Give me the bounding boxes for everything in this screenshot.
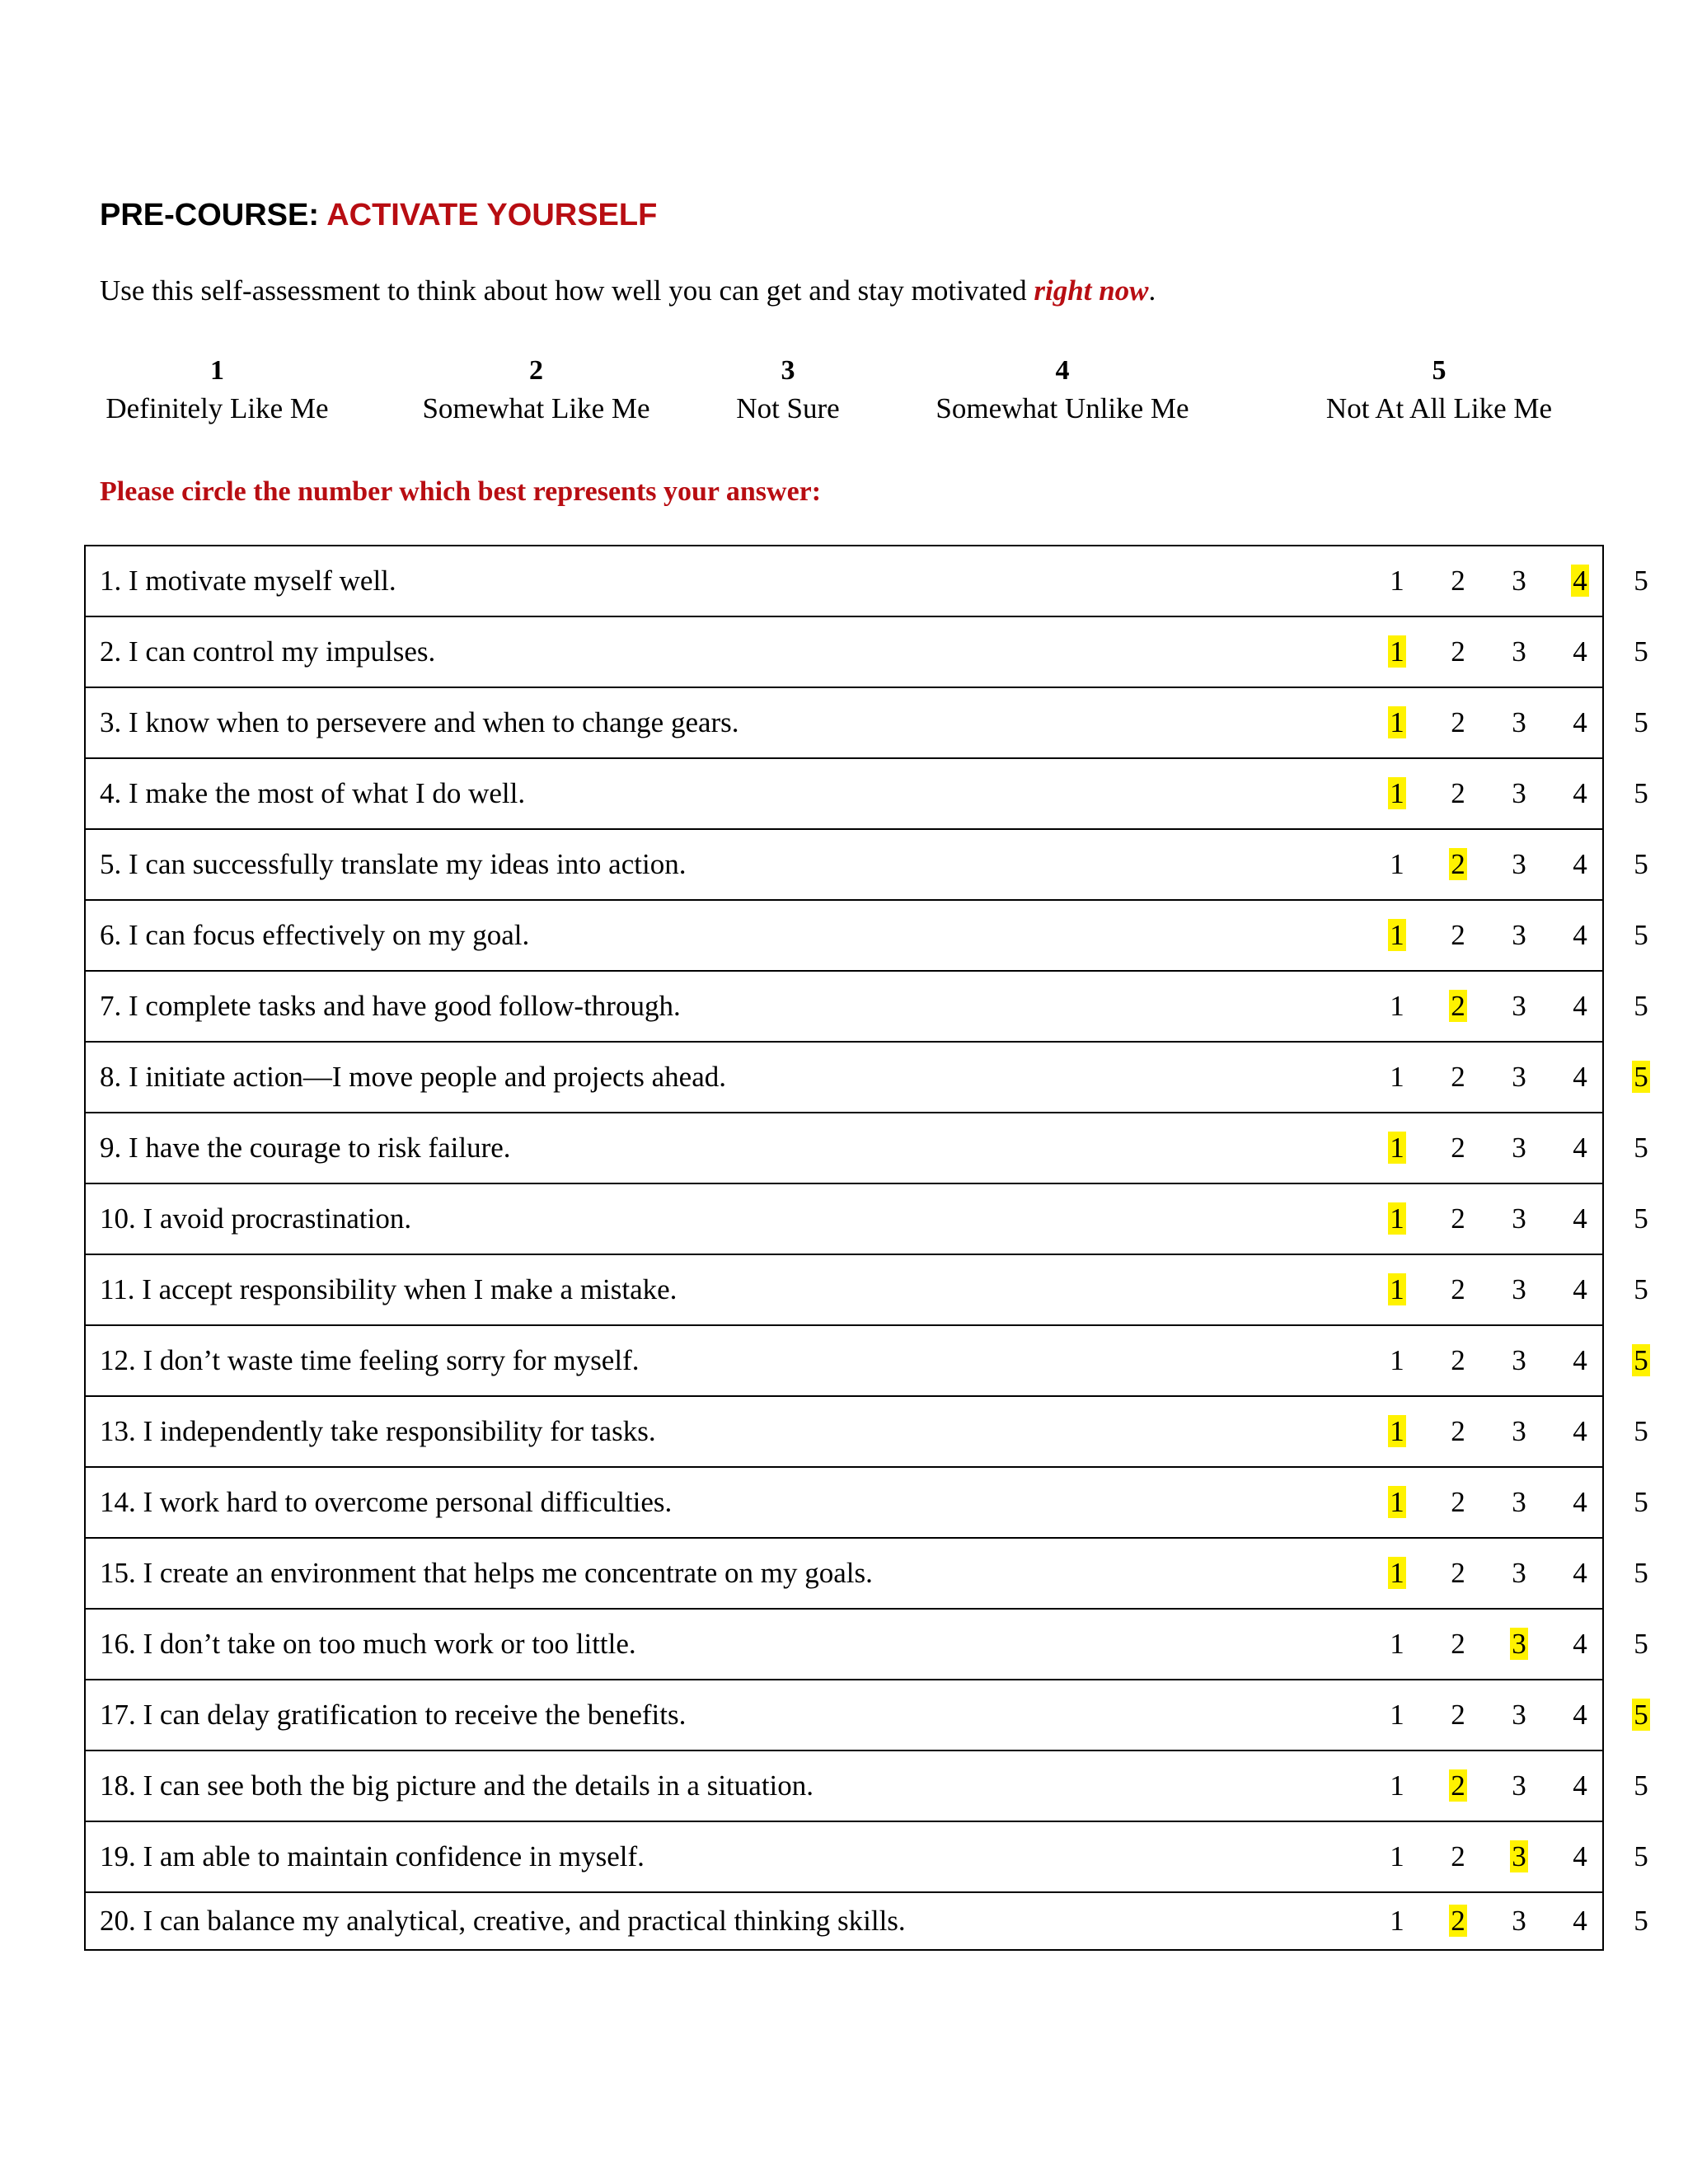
rating-number: 5 bbox=[1634, 1699, 1648, 1731]
statement-text: 11. I accept responsibility when I make a mistake. bbox=[100, 1273, 678, 1305]
rating-option[interactable] bbox=[1367, 1628, 1428, 1661]
rating-option[interactable] bbox=[1489, 635, 1550, 668]
rating-option[interactable] bbox=[1489, 1132, 1550, 1165]
rating-number: 1 bbox=[1390, 1699, 1404, 1731]
rating-option[interactable] bbox=[1611, 1486, 1672, 1519]
rating-number: 1 bbox=[1390, 1840, 1404, 1872]
rating-number: 2 bbox=[1451, 1769, 1465, 1802]
rating-option[interactable] bbox=[1428, 777, 1489, 810]
rating-option[interactable] bbox=[1428, 635, 1489, 668]
survey-row bbox=[86, 1043, 1648, 1113]
rating-option[interactable] bbox=[1550, 1840, 1611, 1873]
rating-number: 2 bbox=[1451, 1905, 1465, 1937]
statement-text: 15. I create an environment that helps me concentrate on my goals. bbox=[100, 1557, 873, 1589]
rating-option[interactable] bbox=[1550, 1699, 1611, 1732]
rating-option[interactable] bbox=[1550, 848, 1611, 881]
rating-number: 3 bbox=[1512, 1557, 1526, 1589]
statement-text: 7. I complete tasks and have good follow-through. bbox=[100, 990, 681, 1022]
rating-number: 5 bbox=[1634, 635, 1648, 668]
rating-option[interactable] bbox=[1550, 1557, 1611, 1590]
rating-number: 1 bbox=[1390, 1061, 1404, 1093]
statement-text: 5. I can successfully translate my ideas into action. bbox=[100, 848, 687, 880]
rating-number: 2 bbox=[1451, 1628, 1465, 1660]
instruction-text: Please circle the number which best represents your answer: bbox=[100, 476, 822, 507]
rating-number: 3 bbox=[1512, 1628, 1526, 1660]
rating-option[interactable] bbox=[1489, 1273, 1550, 1306]
rating-number: 4 bbox=[1573, 1344, 1587, 1376]
rating-option[interactable] bbox=[1428, 1202, 1489, 1235]
rating-number: 2 bbox=[1451, 1344, 1465, 1376]
scale-item-4 bbox=[926, 354, 1199, 430]
rating-option-selected[interactable] bbox=[1611, 1699, 1672, 1732]
statement-text: 17. I can delay gratification to receive the benefits. bbox=[100, 1699, 687, 1731]
rating-number: 2 bbox=[1451, 565, 1465, 597]
rating-number: 3 bbox=[1512, 990, 1526, 1022]
rating-number: 2 bbox=[1451, 1061, 1465, 1093]
rating-options bbox=[1367, 1610, 1672, 1679]
rating-option-selected[interactable] bbox=[1428, 990, 1489, 1023]
rating-option[interactable] bbox=[1611, 1415, 1672, 1448]
rating-option-selected[interactable] bbox=[1367, 706, 1428, 739]
rating-number: 1 bbox=[1390, 565, 1404, 597]
scale-label: Definitely Like Me bbox=[106, 392, 329, 424]
rating-number: 1 bbox=[1390, 919, 1404, 951]
rating-number: 1 bbox=[1390, 848, 1404, 880]
rating-option[interactable] bbox=[1489, 706, 1550, 739]
rating-number: 1 bbox=[1390, 1628, 1404, 1660]
rating-option[interactable] bbox=[1428, 1061, 1489, 1094]
statement-text: 2. I can control my impulses. bbox=[100, 635, 436, 668]
rating-number: 2 bbox=[1451, 1202, 1465, 1235]
rating-number: 1 bbox=[1390, 1132, 1404, 1164]
rating-options bbox=[1367, 1255, 1672, 1324]
statement-text: 14. I work hard to overcome personal difficulties. bbox=[100, 1486, 673, 1518]
rating-number: 1 bbox=[1390, 706, 1404, 738]
scale-label: Not At All Like Me bbox=[1325, 392, 1553, 424]
rating-option[interactable] bbox=[1550, 635, 1611, 668]
rating-option[interactable] bbox=[1550, 1628, 1611, 1661]
rating-option[interactable] bbox=[1489, 565, 1550, 598]
rating-option[interactable] bbox=[1489, 1769, 1550, 1802]
rating-number: 1 bbox=[1390, 777, 1404, 809]
rating-number: 1 bbox=[1390, 1557, 1404, 1589]
rating-number: 5 bbox=[1634, 565, 1648, 597]
rating-number: 5 bbox=[1634, 1273, 1648, 1305]
rating-number: 3 bbox=[1512, 706, 1526, 738]
rating-option[interactable] bbox=[1611, 1132, 1672, 1165]
scale-label: Not Sure bbox=[736, 392, 840, 424]
rating-options bbox=[1367, 1113, 1672, 1183]
survey-row bbox=[86, 759, 1648, 830]
rating-option[interactable] bbox=[1550, 1202, 1611, 1235]
rating-number: 5 bbox=[1634, 1769, 1648, 1802]
rating-number: 4 bbox=[1573, 1840, 1587, 1872]
rating-number: 5 bbox=[1634, 1628, 1648, 1660]
scale-item-2 bbox=[415, 354, 658, 430]
rating-number: 5 bbox=[1634, 848, 1648, 880]
rating-option[interactable] bbox=[1367, 1769, 1428, 1802]
rating-option[interactable] bbox=[1428, 1415, 1489, 1448]
rating-options bbox=[1367, 901, 1672, 970]
title-prefix: PRE-COURSE: bbox=[100, 198, 320, 232]
rating-option[interactable] bbox=[1611, 1273, 1672, 1306]
rating-number: 2 bbox=[1451, 777, 1465, 809]
survey-row bbox=[86, 1255, 1648, 1326]
rating-number: 1 bbox=[1390, 1769, 1404, 1802]
rating-options bbox=[1367, 1468, 1672, 1537]
rating-number: 1 bbox=[1390, 1344, 1404, 1376]
rating-option-selected[interactable] bbox=[1428, 1905, 1489, 1938]
rating-number: 4 bbox=[1573, 565, 1587, 597]
rating-options bbox=[1367, 972, 1672, 1041]
rating-number: 4 bbox=[1573, 1415, 1587, 1447]
rating-number: 2 bbox=[1451, 919, 1465, 951]
rating-number: 1 bbox=[1390, 1273, 1404, 1305]
rating-number: 2 bbox=[1451, 1415, 1465, 1447]
rating-number: 4 bbox=[1573, 635, 1587, 668]
survey-row bbox=[86, 1751, 1648, 1822]
rating-option[interactable] bbox=[1550, 1273, 1611, 1306]
rating-option-selected[interactable] bbox=[1489, 1840, 1550, 1873]
rating-option[interactable] bbox=[1611, 848, 1672, 881]
rating-option[interactable] bbox=[1550, 1486, 1611, 1519]
rating-option[interactable] bbox=[1611, 1840, 1672, 1873]
rating-option[interactable] bbox=[1611, 1905, 1672, 1938]
rating-option[interactable] bbox=[1611, 1628, 1672, 1661]
rating-number: 5 bbox=[1634, 1905, 1648, 1937]
rating-option[interactable] bbox=[1489, 1905, 1550, 1938]
rating-number: 1 bbox=[1390, 1202, 1404, 1235]
rating-number: 4 bbox=[1573, 1557, 1587, 1589]
statement-text: 4. I make the most of what I do well. bbox=[100, 777, 526, 809]
rating-number: 5 bbox=[1634, 919, 1648, 951]
intro-text-after: . bbox=[1148, 274, 1156, 307]
rating-option[interactable] bbox=[1489, 1486, 1550, 1519]
statement-text: 12. I don’t waste time feeling sorry for myself. bbox=[100, 1344, 640, 1376]
rating-number: 4 bbox=[1573, 1486, 1587, 1518]
rating-option-selected[interactable] bbox=[1611, 1061, 1672, 1094]
rating-number: 5 bbox=[1634, 990, 1648, 1022]
rating-option[interactable] bbox=[1428, 1840, 1489, 1873]
rating-number: 3 bbox=[1512, 919, 1526, 951]
rating-option[interactable] bbox=[1367, 1061, 1428, 1094]
survey-row bbox=[86, 1539, 1648, 1610]
statement-text: 6. I can focus effectively on my goal. bbox=[100, 919, 530, 951]
rating-number: 3 bbox=[1512, 635, 1526, 668]
rating-option[interactable] bbox=[1550, 919, 1611, 952]
rating-number: 1 bbox=[1390, 635, 1404, 668]
rating-option-selected[interactable] bbox=[1367, 1557, 1428, 1590]
survey-table bbox=[84, 545, 1648, 1951]
survey-row bbox=[86, 1893, 1648, 1949]
scale-item-3 bbox=[733, 354, 843, 430]
rating-number: 5 bbox=[1634, 1061, 1648, 1093]
rating-options bbox=[1367, 688, 1672, 757]
rating-number: 2 bbox=[1451, 1840, 1465, 1872]
rating-number: 5 bbox=[1634, 1132, 1648, 1164]
statement-text: 10. I avoid procrastination. bbox=[100, 1202, 412, 1235]
rating-option[interactable] bbox=[1489, 848, 1550, 881]
rating-number: 3 bbox=[1512, 1699, 1526, 1731]
rating-options bbox=[1367, 1397, 1672, 1466]
rating-number: 2 bbox=[1451, 990, 1465, 1022]
rating-number: 2 bbox=[1451, 1557, 1465, 1589]
rating-option[interactable] bbox=[1428, 1699, 1489, 1732]
rating-option[interactable] bbox=[1550, 1415, 1611, 1448]
statement-text: 1. I motivate myself well. bbox=[100, 565, 396, 597]
scale-item-1 bbox=[100, 354, 335, 430]
rating-number: 1 bbox=[1390, 990, 1404, 1022]
rating-option[interactable] bbox=[1611, 1202, 1672, 1235]
rating-option[interactable] bbox=[1367, 565, 1428, 598]
rating-number: 2 bbox=[1451, 1273, 1465, 1305]
rating-option[interactable] bbox=[1489, 1415, 1550, 1448]
rating-options bbox=[1367, 1680, 1672, 1750]
title-accent: ACTIVATE YOURSELF bbox=[326, 198, 658, 232]
rating-number: 4 bbox=[1573, 1769, 1587, 1802]
rating-number: 5 bbox=[1634, 1486, 1648, 1518]
rating-number: 4 bbox=[1573, 848, 1587, 880]
rating-option-selected[interactable] bbox=[1550, 565, 1611, 598]
rating-number: 4 bbox=[1573, 1628, 1587, 1660]
rating-options bbox=[1367, 546, 1672, 616]
statement-text: 13. I independently take responsibility for tasks. bbox=[100, 1415, 656, 1447]
scale-number: 1 bbox=[210, 355, 224, 386]
rating-number: 3 bbox=[1512, 1769, 1526, 1802]
rating-option[interactable] bbox=[1489, 1699, 1550, 1732]
rating-number: 4 bbox=[1573, 1905, 1587, 1937]
rating-option[interactable] bbox=[1489, 1557, 1550, 1590]
rating-option[interactable] bbox=[1428, 1557, 1489, 1590]
rating-option[interactable] bbox=[1367, 1840, 1428, 1873]
rating-number: 3 bbox=[1512, 1840, 1526, 1872]
intro-text-before: Use this self-assessment to think about how well you can get and stay motivated bbox=[100, 274, 1034, 307]
rating-option[interactable] bbox=[1367, 1699, 1428, 1732]
rating-option-selected[interactable] bbox=[1367, 635, 1428, 668]
rating-options bbox=[1367, 1184, 1672, 1254]
rating-option[interactable] bbox=[1428, 706, 1489, 739]
rating-option[interactable] bbox=[1428, 1344, 1489, 1377]
rating-option-selected[interactable] bbox=[1367, 1202, 1428, 1235]
rating-option[interactable] bbox=[1611, 706, 1672, 739]
rating-number: 4 bbox=[1573, 919, 1587, 951]
page-title bbox=[100, 198, 657, 233]
rating-option[interactable] bbox=[1489, 919, 1550, 952]
intro-text bbox=[100, 274, 1156, 307]
rating-option[interactable] bbox=[1611, 919, 1672, 952]
scale-number: 3 bbox=[781, 355, 795, 386]
rating-options bbox=[1367, 1893, 1672, 1949]
scale-label: Somewhat Like Me bbox=[422, 392, 650, 424]
rating-number: 3 bbox=[1512, 1415, 1526, 1447]
rating-number: 3 bbox=[1512, 1905, 1526, 1937]
survey-row bbox=[86, 830, 1648, 901]
rating-option[interactable] bbox=[1367, 1905, 1428, 1938]
rating-option[interactable] bbox=[1428, 565, 1489, 598]
rating-option[interactable] bbox=[1489, 777, 1550, 810]
rating-number: 3 bbox=[1512, 1486, 1526, 1518]
rating-option[interactable] bbox=[1428, 1628, 1489, 1661]
rating-option[interactable] bbox=[1611, 990, 1672, 1023]
rating-number: 3 bbox=[1512, 848, 1526, 880]
rating-option[interactable] bbox=[1611, 565, 1672, 598]
rating-number: 2 bbox=[1451, 706, 1465, 738]
rating-number: 4 bbox=[1573, 1202, 1587, 1235]
rating-option-selected[interactable] bbox=[1611, 1344, 1672, 1377]
survey-row bbox=[86, 688, 1648, 759]
rating-number: 4 bbox=[1573, 1273, 1587, 1305]
survey-row bbox=[86, 1468, 1648, 1539]
rating-number: 4 bbox=[1573, 990, 1587, 1022]
rating-option[interactable] bbox=[1428, 919, 1489, 952]
rating-number: 1 bbox=[1390, 1415, 1404, 1447]
scale-item-5 bbox=[1317, 354, 1561, 430]
statement-text: 18. I can see both the big picture and the details in a situation. bbox=[100, 1769, 814, 1802]
rating-option-selected[interactable] bbox=[1489, 1628, 1550, 1661]
intro-emphasis: right now bbox=[1034, 274, 1149, 307]
rating-option[interactable] bbox=[1428, 1132, 1489, 1165]
rating-number: 5 bbox=[1634, 1202, 1648, 1235]
rating-option[interactable] bbox=[1550, 1344, 1611, 1377]
rating-option[interactable] bbox=[1550, 1769, 1611, 1802]
rating-option-selected[interactable] bbox=[1367, 1415, 1428, 1448]
survey-row bbox=[86, 546, 1648, 617]
survey-row bbox=[86, 1822, 1648, 1893]
rating-number: 2 bbox=[1451, 635, 1465, 668]
survey-row bbox=[86, 972, 1648, 1043]
rating-number: 4 bbox=[1573, 706, 1587, 738]
rating-options bbox=[1367, 1043, 1672, 1112]
rating-number: 5 bbox=[1634, 1840, 1648, 1872]
rating-number: 3 bbox=[1512, 1273, 1526, 1305]
scale-number: 4 bbox=[1055, 355, 1070, 386]
rating-option[interactable] bbox=[1428, 1273, 1489, 1306]
survey-row bbox=[86, 1680, 1648, 1751]
rating-options bbox=[1367, 1539, 1672, 1608]
statement-text: 3. I know when to persevere and when to change gears. bbox=[100, 706, 739, 738]
survey-row bbox=[86, 1326, 1648, 1397]
rating-number: 1 bbox=[1390, 1905, 1404, 1937]
rating-option-selected[interactable] bbox=[1367, 919, 1428, 952]
rating-number: 5 bbox=[1634, 1557, 1648, 1589]
rating-number: 3 bbox=[1512, 1202, 1526, 1235]
rating-option-selected[interactable] bbox=[1367, 1273, 1428, 1306]
rating-option-selected[interactable] bbox=[1428, 848, 1489, 881]
rating-option-selected[interactable] bbox=[1367, 1486, 1428, 1519]
rating-option[interactable] bbox=[1611, 1557, 1672, 1590]
rating-option[interactable] bbox=[1489, 1061, 1550, 1094]
rating-number: 5 bbox=[1634, 1415, 1648, 1447]
survey-row bbox=[86, 1397, 1648, 1468]
rating-option-selected[interactable] bbox=[1367, 777, 1428, 810]
rating-option[interactable] bbox=[1428, 1486, 1489, 1519]
statement-text: 8. I initiate action—I move people and projects ahead. bbox=[100, 1061, 727, 1093]
rating-option[interactable] bbox=[1550, 1061, 1611, 1094]
rating-options bbox=[1367, 830, 1672, 899]
survey-row bbox=[86, 1184, 1648, 1255]
survey-row bbox=[86, 617, 1648, 688]
rating-number: 3 bbox=[1512, 565, 1526, 597]
rating-options bbox=[1367, 617, 1672, 687]
rating-option[interactable] bbox=[1550, 990, 1611, 1023]
survey-row bbox=[86, 1610, 1648, 1680]
rating-options bbox=[1367, 1326, 1672, 1395]
rating-options bbox=[1367, 1751, 1672, 1821]
rating-option[interactable] bbox=[1550, 1905, 1611, 1938]
rating-option[interactable] bbox=[1367, 848, 1428, 881]
statement-text: 16. I don’t take on too much work or too little. bbox=[100, 1628, 636, 1660]
rating-number: 5 bbox=[1634, 777, 1648, 809]
rating-number: 2 bbox=[1451, 1699, 1465, 1731]
scale-number: 2 bbox=[529, 355, 543, 386]
rating-number: 1 bbox=[1390, 1486, 1404, 1518]
rating-number: 3 bbox=[1512, 1132, 1526, 1164]
rating-number: 4 bbox=[1573, 1132, 1587, 1164]
rating-number: 3 bbox=[1512, 1061, 1526, 1093]
rating-number: 4 bbox=[1573, 1699, 1587, 1731]
rating-option-selected[interactable] bbox=[1367, 1132, 1428, 1165]
survey-row bbox=[86, 901, 1648, 972]
rating-number: 2 bbox=[1451, 848, 1465, 880]
rating-option[interactable] bbox=[1550, 706, 1611, 739]
rating-option[interactable] bbox=[1611, 777, 1672, 810]
rating-options bbox=[1367, 1822, 1672, 1891]
rating-number: 5 bbox=[1634, 1344, 1648, 1376]
rating-number: 4 bbox=[1573, 1061, 1587, 1093]
rating-option[interactable] bbox=[1489, 990, 1550, 1023]
rating-option[interactable] bbox=[1367, 990, 1428, 1023]
rating-option[interactable] bbox=[1611, 635, 1672, 668]
statement-text: 19. I am able to maintain confidence in myself. bbox=[100, 1840, 645, 1872]
rating-number: 3 bbox=[1512, 777, 1526, 809]
scale-number: 5 bbox=[1432, 355, 1447, 386]
rating-option[interactable] bbox=[1489, 1344, 1550, 1377]
rating-option[interactable] bbox=[1367, 1344, 1428, 1377]
rating-option[interactable] bbox=[1550, 777, 1611, 810]
rating-option-selected[interactable] bbox=[1428, 1769, 1489, 1802]
rating-option[interactable] bbox=[1550, 1132, 1611, 1165]
rating-number: 4 bbox=[1573, 777, 1587, 809]
rating-number: 3 bbox=[1512, 1344, 1526, 1376]
rating-number: 2 bbox=[1451, 1486, 1465, 1518]
rating-option[interactable] bbox=[1611, 1769, 1672, 1802]
statement-text: 9. I have the courage to risk failure. bbox=[100, 1132, 511, 1164]
statement-text: 20. I can balance my analytical, creative, and practical thinking skills. bbox=[100, 1905, 906, 1937]
rating-number: 5 bbox=[1634, 706, 1648, 738]
rating-options bbox=[1367, 759, 1672, 828]
rating-option[interactable] bbox=[1489, 1202, 1550, 1235]
scale-label: Somewhat Unlike Me bbox=[935, 392, 1189, 424]
survey-row bbox=[86, 1113, 1648, 1184]
rating-number: 2 bbox=[1451, 1132, 1465, 1164]
